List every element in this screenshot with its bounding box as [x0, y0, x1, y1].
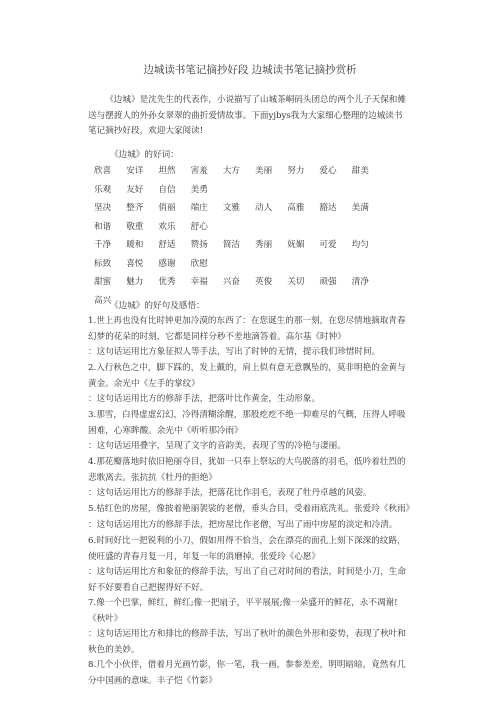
word-item: 妩媚 [287, 240, 305, 250]
word-item: 英俊 [255, 277, 273, 287]
word-item: 幸福 [190, 277, 208, 287]
words-list [94, 162, 414, 310]
intro-paragraph: 《边城》是沈先生的代表作，小说描写了山城茶峒码头团总的两个儿子天保和傩送与摆渡人的外孙女翠翠的曲折爱情故事。下面yjbys我为大家细心整理的边城读书笔记摘抄好段，欢迎大家阅读! [88, 95, 406, 136]
word-item: 整齐 [126, 203, 144, 213]
words-row [94, 162, 414, 199]
sentence-quote: 7.像一个巴掌，鲜红，鲜红;像一把扇子，平平展展;像一朵盛开的鲜花，永不凋谢!《秋叶》 [88, 598, 398, 624]
word-item: 喜悦 [126, 258, 144, 269]
sentence-quote: 1.世上再也没有比时钟更加冷漠的东西了：在您诞生的那一刻，在您尽情地摘取青春幻梦的花朵的时刻，它都是同样分秒不差地滴答着。高尔基《时钟》 [88, 316, 406, 342]
word-item: 乐观 [94, 184, 112, 195]
sentence-comment: ：这句话运用比方的修辞手法，把落花比作羽毛，表现了牡丹卓越的风姿。 [88, 488, 372, 498]
word-item: 友好 [126, 184, 144, 195]
word-item: 欢乐 [158, 221, 176, 232]
word-item: 和谐 [94, 221, 112, 232]
words-row [94, 236, 414, 273]
word-item: 均匀 [351, 240, 369, 250]
word-item: 赞扬 [190, 240, 208, 250]
word-item: 害羞 [190, 166, 208, 176]
sentence-comment: ：这句话运用比方的修辞手法，把房屋比作老僧，写出了雨中房屋的淡定和冷清。 [88, 520, 398, 530]
word-item: 动人 [255, 203, 273, 213]
word-item: 欣喜 [94, 166, 112, 176]
word-item: 优秀 [158, 277, 176, 287]
word-item: 标致 [94, 258, 112, 269]
words-header: 《边城》的好词： [110, 150, 179, 160]
document-title: 边城读书笔记摘抄好段 边城读书笔记摘抄赏析 [143, 64, 357, 76]
word-item: 魅力 [126, 277, 144, 287]
word-item: 敬重 [126, 221, 144, 232]
word-item: 端庄 [190, 203, 208, 213]
sentences-header: 《边城》的好句及感悟： [110, 301, 205, 311]
word-item: 关切 [287, 277, 305, 287]
word-item: 清净 [351, 277, 369, 287]
word-item: 简洁 [222, 240, 241, 250]
sentence-comment: ：这句话运用比方的修辞手法，把落叶比作黄金，生动形象。 [88, 394, 321, 404]
word-item: 豁达 [319, 203, 337, 213]
word-item: 文雅 [222, 203, 241, 213]
word-item: 兴奋 [222, 277, 241, 287]
word-item: 安详 [126, 166, 144, 176]
sentence-quote: 5.枯红色的房屋，像披着艳丽袈裟的老僧，垂头合目，受着雨底洗礼。张爱玲《秋雨》 [88, 504, 415, 514]
word-item: 欣慰 [190, 258, 208, 269]
sentence-comment: ：这句话运用比方和排比的修辞手法，写出了秋叶的颜色外形和姿势，表现了秋叶和秋色的美妙。 [88, 629, 406, 655]
word-item: 美满 [351, 203, 369, 213]
word-item: 暖和 [126, 240, 144, 250]
sentence-comment: ：这句话运用叠字，呈现了文字的音韵美，表现了雪的冷艳与凄丽。 [88, 441, 346, 451]
sentence-comment: ：这句话运用比方和象征的修辞手法，写出了自己对时间的看法，时间是小刀，生命好不好要看自己把握得好不好。 [88, 567, 406, 593]
word-item: 大方 [222, 166, 241, 176]
word-item: 高兴 [94, 295, 112, 306]
word-item: 坦然 [158, 166, 176, 176]
word-item: 感谢 [158, 258, 176, 269]
word-item: 秀丽 [255, 240, 273, 250]
sentence-quote: 8.几个小伙伴，借着月光画竹影，你一笔，我一画，参参差差，明明暗暗，竟然有几分中国画的意味。丰子恺《竹影》 [88, 660, 406, 686]
word-item: 甜美 [351, 166, 369, 176]
word-item: 自信 [158, 184, 176, 195]
sentence-comment: ：这句话运用比方象征拟人等手法，写出了时钟的无情，提示我们珍惜时间。 [88, 347, 381, 357]
words-row [94, 199, 414, 236]
word-item: 千净 [94, 240, 112, 250]
word-item: 努力 [287, 166, 305, 176]
word-item: 甜蜜 [94, 277, 112, 287]
word-item: 高雅 [287, 203, 305, 213]
sentence-quote: 3.那雪，白得虚虚幻幻，冷得清糊涂醒，那股疙疙不绝一仰难尽的气概，压得人呼吸困难，心寒眸酸。余光中《听听那冷雨》 [88, 410, 406, 436]
word-item: 美勇 [190, 184, 208, 195]
sentence-quote: 2.入行秋色之中，脚下踩的，发上戴的，肩上似有意无意飘坠的，莫非明艳的金黄与黄金。余光中《左手的掌纹》 [88, 363, 406, 389]
word-item: 俏丽 [158, 203, 176, 213]
word-item: 可爱 [319, 240, 337, 250]
word-item: 顽强 [319, 277, 337, 287]
word-item: 坚决 [94, 203, 112, 213]
word-item: 美丽 [255, 166, 273, 176]
sentence-quote: 4.那花瓣落地时依旧艳丽夺目，犹如一只奉上祭坛的大鸟脱落的羽毛，低吟着壮烈的悲歌离去。张抗抗《牡丹的拒绝》 [88, 457, 406, 483]
sentence-quote: 6.时间好比一把锐利的小刀，假如用得不恰当，会在漂亮的面孔上刻下深深的纹路，使旺盛的青春月复一月，年复一年的消磨掉。张爱玲《心愿》 [88, 536, 406, 562]
word-item: 舒适 [158, 240, 176, 250]
word-item: 爱心 [319, 166, 337, 176]
word-item: 舒心 [190, 221, 208, 232]
